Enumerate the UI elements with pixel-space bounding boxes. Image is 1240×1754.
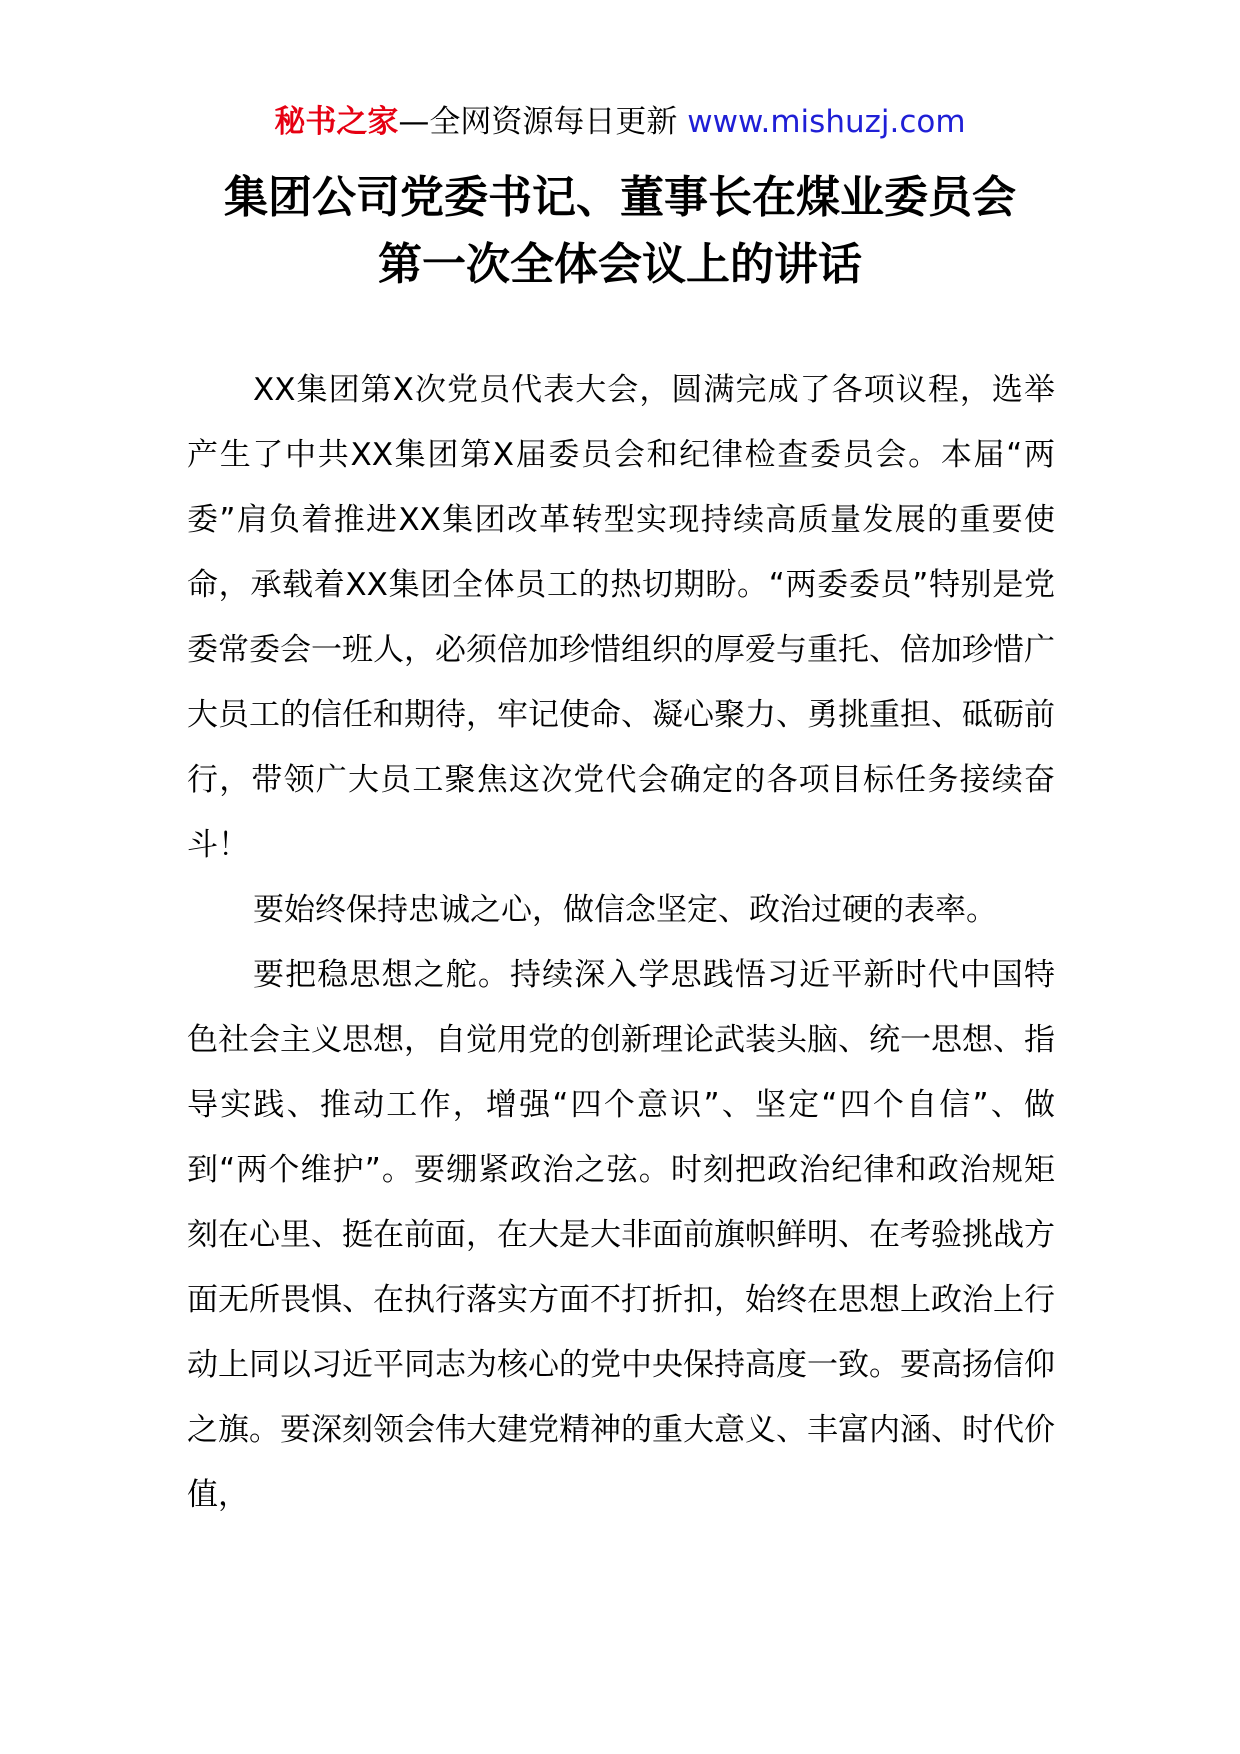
title-line-1: 集团公司党委书记、董事长在煤业委员会 <box>224 172 1016 223</box>
document-title <box>0 164 1240 298</box>
document-body <box>187 358 1055 1528</box>
site-url-link[interactable]: www.mishuzj.com <box>687 104 966 140</box>
paragraph-3: 要把稳思想之舵。持续深入学思践悟习近平新时代中国特色社会主义思想，自觉用党的创新理论武装头脑、统一思想、指导实践、推动工作，增强“四个意识”、坚定“四个自信”、做到“两个维护”。要绷紧政治之弦。时刻把政治纪律和政治规矩刻在心里、挺在前面，在大是大非面前旗帜鲜明、在考验挑战方面无所畏惧、在执行落实方面不打折扣，始终在思想上政治上行动上同以习近平同志为核心的党中央保持高度一致。要高扬信仰之旗。要深刻领会伟大建党精神的重大意义、丰富内涵、时代价值， <box>187 957 1055 1513</box>
title-line-2: 第一次全体会议上的讲话 <box>378 239 862 290</box>
site-header <box>0 100 1240 144</box>
site-brand: 秘书之家 <box>274 104 399 140</box>
site-tagline: —全网资源每日更新 <box>398 104 678 140</box>
paragraph-1: XX集团第X次党员代表大会，圆满完成了各项议程，选举产生了中共XX集团第X届委员会和纪律检查委员会。本届“两委”肩负着推进XX集团改革转型实现持续高质量发展的重要使命，承载着XX集团全体员工的热切期盼。“两委委员”特别是党委常委会一班人，必须倍加珍惜组织的厚爱与重托、倍加珍惜广大员工的信任和期待，牢记使命、凝心聚力、勇挑重担、砥砺前行，带领广大员工聚焦这次党代会确定的各项目标任务接续奋斗！ <box>187 372 1055 863</box>
paragraph-2: 要始终保持忠诚之心，做信念坚定、政治过硬的表率。 <box>253 892 997 928</box>
